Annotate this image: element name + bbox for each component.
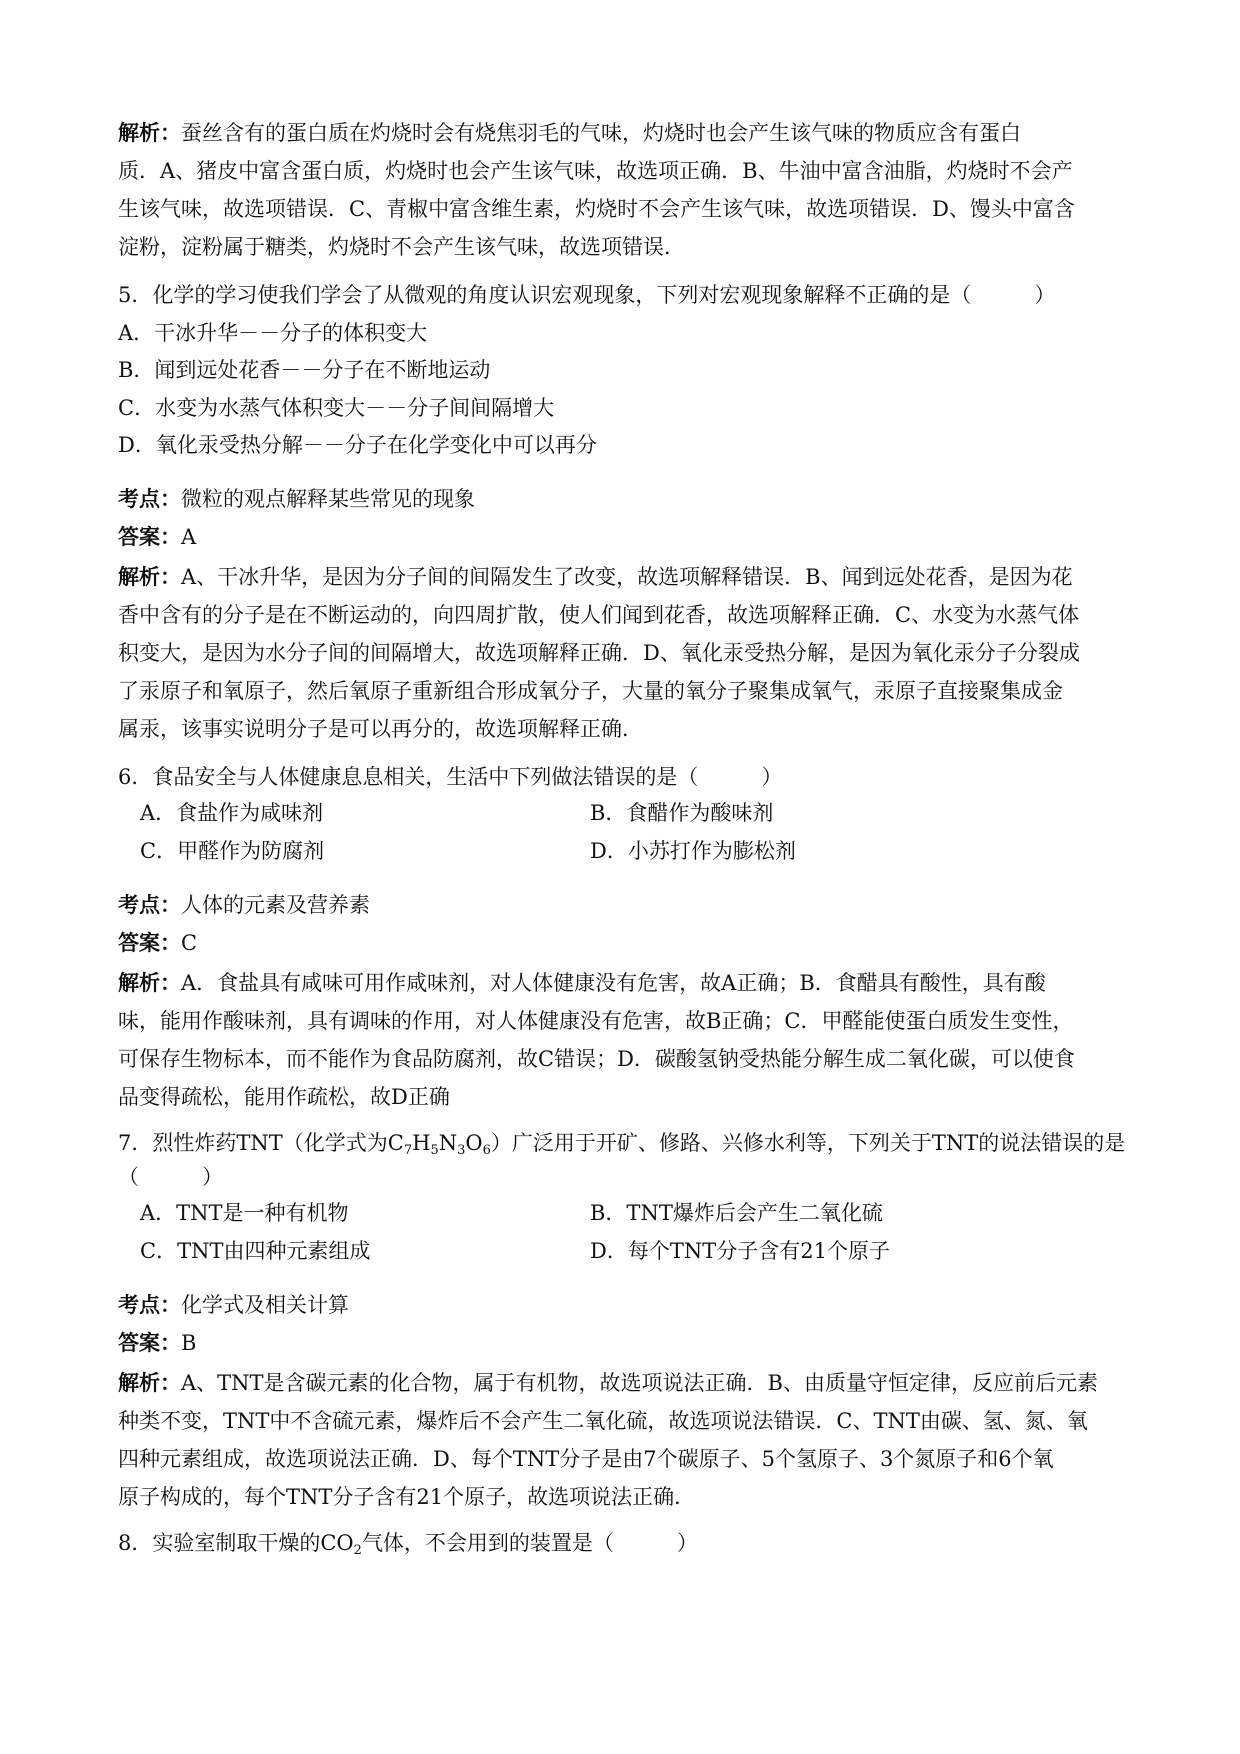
q6-analysis-line-2: 味，能用作酸味剂，具有调味的作用，对人体健康没有危害，故B正确；C．甲醛能使蛋白质发生变性， <box>118 1009 1074 1033</box>
q7-option-b: B．TNT爆炸后会产生二氧化硫 <box>590 1201 883 1225</box>
q6-analysis-line-4: 品变得疏松，能用作疏松，故D正确 <box>118 1085 450 1109</box>
q4-analysis-line-3: 生该气味，故选项错误．C、青椒中富含维生素，灼烧时不会产生该气味，故选项错误．D、馒头中富含 <box>118 197 1075 221</box>
q7-option-c: C．TNT由四种元素组成 <box>140 1239 371 1263</box>
q4-analysis-line-2: 质．A、猪皮中富含蛋白质，灼烧时也会产生该气味，故选项正确．B、牛油中富含油脂，灼烧时不会产 <box>118 159 1073 183</box>
q6-analysis-line-1: 解析：A．食盐具有咸味可用作咸味剂，对人体健康没有危害，故A正确；B．食醋具有酸性，具有酸 <box>118 970 1046 995</box>
q5-analysis-line-3: 积变大，是因为水分子间的间隔增大，故选项解释正确．D、氧化汞受热分解，是因为氧化汞分子分裂成 <box>118 641 1080 665</box>
analysis-label: 解析： <box>118 120 181 145</box>
q5-analysis-line-4: 了汞原子和氧原子，然后氧原子重新组合形成氧分子，大量的氧分子聚集成氧气，汞原子直接聚集成金 <box>118 679 1063 703</box>
q6-stem: 6．食品安全与人体健康息息相关，生活中下列做法错误的是（ ） <box>118 765 783 789</box>
q5-option-a: A．干冰升华－－分子的体积变大 <box>118 321 428 345</box>
q5-kaodian: 考点：微粒的观点解释某些常见的现象 <box>118 486 475 511</box>
q7-stem-line-2: （ ） <box>118 1165 223 1189</box>
q5-analysis-line-1: 解析：A、干冰升华，是因为分子间的间隔发生了改变，故选项解释错误．B、闻到远处花香，是因为花 <box>118 564 1073 589</box>
q6-option-d: D．小苏打作为膨松剂 <box>590 839 796 863</box>
q7-option-a: A．TNT是一种有机物 <box>140 1201 349 1225</box>
q6-option-c: C．甲醛作为防腐剂 <box>140 839 325 863</box>
q7-stem: 7．烈性炸药TNT（化学式为$C_7H_5N_3O_6$）广泛用于开矿、修路、兴修水利等，下列关于TNT的说法错误的是 <box>118 1131 1126 1158</box>
q5-answer: 答案：A <box>118 524 197 549</box>
q5-analysis-line-5: 属汞，该事实说明分子是可以再分的，故选项解释正确． <box>118 717 643 741</box>
q5-analysis-line-2: 香中含有的分子是在不断运动的，向四周扩散，使人们闻到花香，故选项解释正确．C、水变为水蒸气体 <box>118 603 1080 627</box>
q7-kaodian: 考点：化学式及相关计算 <box>118 1292 349 1317</box>
q6-option-b: B．食醋作为酸味剂 <box>590 801 774 825</box>
q5-option-b: B．闻到远处花香－－分子在不断地运动 <box>118 358 491 382</box>
q6-option-a: A．食盐作为咸味剂 <box>140 801 324 825</box>
q8-stem: 8．实验室制取干燥的$CO_2$气体，不会用到的装置是（ ） <box>118 1531 698 1558</box>
q4-analysis-line-1: 解析：蚕丝含有的蛋白质在灼烧时会有烧焦羽毛的气味，灼烧时也会产生该气味的物质应含有蛋白 <box>118 120 1021 145</box>
q7-analysis-line-1: 解析：A、TNT是含碳元素的化合物，属于有机物，故选项说法正确．B、由质量守恒定律，反应前后元素 <box>118 1370 1098 1395</box>
q6-analysis-line-3: 可保存生物标本，而不能作为食品防腐剂，故C错误；D．碳酸氢钠受热能分解生成二氧化碳，可以使食 <box>118 1047 1075 1071</box>
q6-kaodian: 考点：人体的元素及营养素 <box>118 892 370 917</box>
q7-option-d: D．每个TNT分子含有21个原子 <box>590 1239 890 1263</box>
q7-analysis-line-4: 原子构成的，每个TNT分子含有21个原子，故选项说法正确． <box>118 1485 696 1509</box>
q6-answer: 答案：C <box>118 930 198 955</box>
q4-analysis-line-4: 淀粉，淀粉属于糖类，灼烧时不会产生该气味，故选项错误． <box>118 235 685 259</box>
q5-option-d: D．氧化汞受热分解－－分子在化学变化中可以再分 <box>118 433 597 457</box>
q5-option-c: C．水变为水蒸气体积变大－－分子间间隔增大 <box>118 396 555 420</box>
q7-answer: 答案：B <box>118 1330 197 1355</box>
q5-stem: 5．化学的学习使我们学会了从微观的角度认识宏观现象，下列对宏观现象解释不正确的是（ ） <box>118 283 1056 307</box>
q7-analysis-line-2: 种类不变，TNT中不含硫元素，爆炸后不会产生二氧化硫，故选项说法错误．C、TNT由碳、氢、氮、氧 <box>118 1409 1088 1433</box>
q7-analysis-line-3: 四种元素组成，故选项说法正确．D、每个TNT分子是由7个碳原子、5个氢原子、3个氮原子和6个氧 <box>118 1447 1054 1471</box>
